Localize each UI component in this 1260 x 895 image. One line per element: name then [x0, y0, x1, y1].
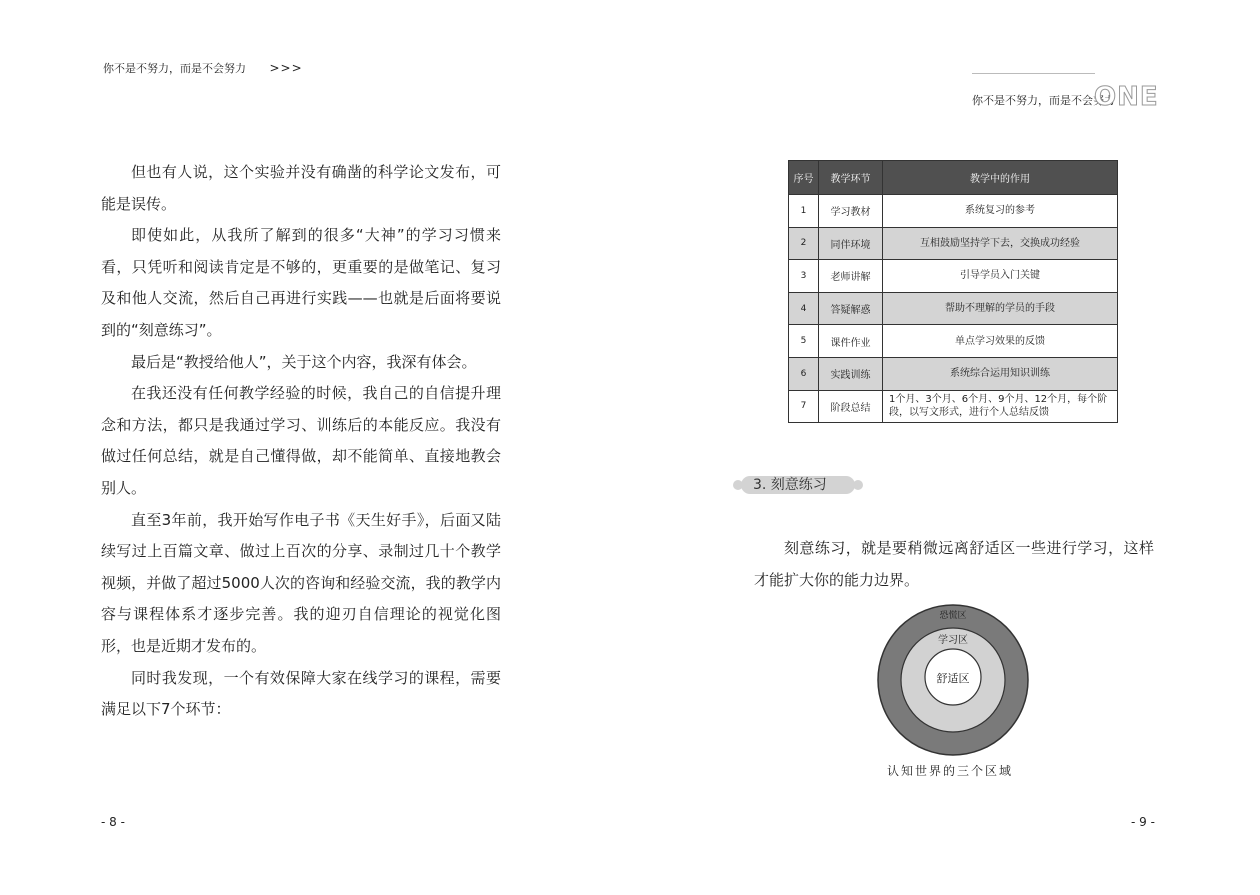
table-cell: 老师讲解 — [819, 260, 883, 293]
table-cell: 系统综合运用知识训练 — [883, 357, 1118, 390]
header-divider-line — [972, 73, 1095, 74]
table-cell: 互相鼓励坚持学下去，交换成功经验 — [883, 227, 1118, 260]
diagram-caption: 认知世界的三个区域 — [887, 764, 1014, 778]
paragraph: 但也有人说，这个实验并没有确凿的科学论文发布，可能是误传。 — [101, 163, 501, 213]
table-header-cell: 教学环节 — [819, 161, 883, 195]
table-cell: 3 — [789, 260, 819, 293]
table-row — [789, 325, 1118, 358]
table-cell: 答疑解惑 — [819, 292, 883, 325]
paragraph: 刻意练习，就是要稍微远离舒适区一些进行学习，这样才能扩大你的能力边界。 — [754, 539, 1154, 589]
table-row — [789, 292, 1118, 325]
comfort-zone-diagram — [876, 603, 1030, 757]
paragraph: 直至3年前，我开始写作电子书《天生好手》，后面又陆续写过上百篇文章、做过上百次的分享、录制过几十个教学视频，并做了超过5000人次的咨询和经验交流，我的教学内容与课程体系才逐步完善。我的迎刃自信理论的视觉化图形，也是近期才发布的。 — [101, 510, 501, 655]
table-cell: 5 — [789, 325, 819, 358]
table-row — [789, 260, 1118, 293]
table-cell: 学习教材 — [819, 195, 883, 228]
teaching-steps-table — [788, 160, 1118, 423]
table-cell: 帮助不理解的学员的手段 — [883, 292, 1118, 325]
left-header-arrows: >>> — [269, 61, 303, 75]
table-cell: 6 — [789, 357, 819, 390]
table-row — [789, 227, 1118, 260]
page-number-right: - 9 - — [1131, 815, 1155, 829]
table-cell: 7 — [789, 390, 819, 423]
left-running-header — [103, 60, 303, 76]
heading-dot-right — [853, 480, 863, 490]
table-cell: 引导学员入门关键 — [883, 260, 1118, 293]
table-row — [789, 195, 1118, 228]
table-cell: 课件作业 — [819, 325, 883, 358]
section-title: 3. 刻意练习 — [753, 477, 827, 493]
paragraph: 即使如此，从我所了解到的很多“大神”的学习习惯来看，只凭听和阅读肯定是不够的，更重要的是做笔记、复习及和他人交流，然后自己再进行实践——也就是后面将要说到的“刻意练习”。 — [101, 226, 501, 339]
table-row — [789, 390, 1118, 423]
table-cell: 阶段总结 — [819, 390, 883, 423]
table-header-cell: 序号 — [789, 161, 819, 195]
paragraph: 最后是“教授给他人”，关于这个内容，我深有体会。 — [131, 352, 477, 371]
table-cell: 系统复习的参考 — [883, 195, 1118, 228]
left-header-title: 你不是不努力，而是不会努力 — [103, 62, 246, 75]
table-cell: 单点学习效果的反馈 — [883, 325, 1118, 358]
learning-zone-label: 学习区 — [938, 635, 968, 646]
paragraph: 在我还没有任何教学经验的时候，我自己的自信提升理念和方法，都只是我通过学习、训练后的本能反应。我没有做过任何总结，就是自己懂得做，却不能简单、直接地教会别人。 — [101, 384, 501, 497]
table-cell: 1个月、3个月、6个月、9个月、12个月，每个阶段，以写文形式，进行个人总结反馈 — [883, 390, 1118, 423]
chapter-one-mark: ONE — [1094, 82, 1159, 112]
table-header-row — [789, 161, 1118, 195]
right-header-title: 你不是不努力，而是不会努力 — [972, 94, 1115, 107]
left-body-text — [101, 157, 501, 726]
table-header-cell: 教学中的作用 — [883, 161, 1118, 195]
table-cell: 同伴环境 — [819, 227, 883, 260]
table-cell: 1 — [789, 195, 819, 228]
panic-zone-label: 恐慌区 — [939, 611, 967, 621]
page-number-left: - 8 - — [101, 815, 125, 829]
table-cell: 实践训练 — [819, 357, 883, 390]
paragraph: 同时我发现，一个有效保障大家在线学习的课程，需要满足以下7个环节： — [101, 668, 501, 719]
table-cell: 2 — [789, 227, 819, 260]
table-row — [789, 357, 1118, 390]
right-body-text — [754, 533, 1154, 596]
section-heading — [733, 474, 863, 496]
comfort-zone-label: 舒适区 — [936, 672, 970, 685]
table-cell: 4 — [789, 292, 819, 325]
